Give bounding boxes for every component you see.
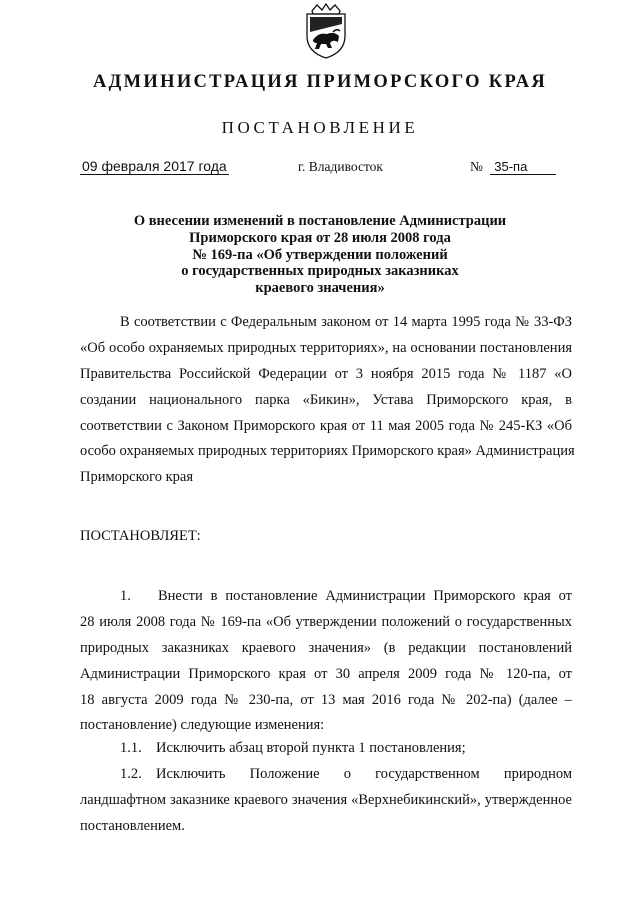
paragraph-line: особо охраняемых природных территориях Приморского края» Администрация — [80, 443, 575, 460]
paragraph-line: Приморского края — [80, 469, 194, 486]
title-line: № 169-па «Об утверждении положений — [192, 246, 448, 263]
paragraph-line: соответствии с Законом Приморского края от 11 мая 2005 года № 245-КЗ «Об — [80, 417, 572, 434]
paragraph-line: Исключить Положение о государственном природном — [156, 766, 572, 782]
document-title — [120, 213, 520, 297]
document-type: ПОСТАНОВЛЕНИЕ — [221, 118, 419, 137]
paragraph-line: Администрации Приморского края от 30 апреля 2009 года № 120-па, от — [80, 665, 572, 682]
item-1-1-paragraph — [80, 736, 572, 762]
title-line: О внесении изменений в постановление Администрации — [133, 213, 507, 229]
document-city: г. Владивосток — [298, 159, 383, 174]
paragraph-line: 28 июля 2008 года № 169-па «Об утверждении положений о государственных — [80, 613, 572, 630]
coat-of-arms-emblem — [303, 2, 349, 60]
paragraph-line: постановление) следующие изменения: — [80, 717, 325, 734]
organization-name: АДМИНИСТРАЦИЯ ПРИМОРСКОГО КРАЯ — [92, 72, 548, 92]
item-1-2-first-line — [80, 762, 572, 788]
intro-paragraph — [80, 310, 575, 491]
title-line: Приморского края от 28 июля 2008 года — [189, 229, 451, 246]
item-1-first-line — [80, 584, 572, 610]
title-line: о государственных природных заказниках — [181, 263, 459, 280]
paragraph-line: 18 августа 2009 года № 230-па, от 13 мая 2016 года № 202-па) (далее – — [80, 691, 572, 708]
item-1-2-paragraph — [80, 762, 572, 840]
item-1-number: 1. — [120, 588, 131, 604]
paragraph-line: создании национального парка «Бикин», Устава Приморского края, в — [80, 391, 572, 408]
document-number-label: № — [470, 159, 483, 174]
item-1-1-line — [80, 736, 572, 762]
paragraph-line: Внести в постановление Администрации Приморского края от — [158, 588, 572, 604]
paragraph-line: Правительства Российской Федерации от 3 ноября 2015 года № 1187 «О — [80, 365, 572, 382]
paragraph-line: В соответствии с Федеральным законом от 14 марта 1995 года № 33-ФЗ — [120, 314, 572, 330]
item-1-1-number: 1.1. — [120, 740, 142, 756]
resolves-heading: ПОСТАНОВЛЯЕТ: — [80, 528, 201, 544]
paragraph-line: «Об особо охраняемых природных территориях», на основании постановления — [80, 339, 572, 356]
item-1-1-text: Исключить абзац второй пункта 1 постановления; — [156, 740, 466, 756]
document-number — [470, 159, 556, 175]
item-1-2-number: 1.2. — [120, 766, 142, 782]
title-line: краевого значения» — [255, 280, 385, 297]
document-number-value: 35-па — [490, 159, 556, 175]
item-1-paragraph — [80, 584, 572, 739]
paragraph-line: природных заказниках краевого значения» (в редакции постановлений — [80, 639, 572, 656]
document-date-value: 09 февраля 2017 года — [82, 158, 227, 174]
document-date — [80, 158, 229, 174]
paragraph-line: постановлением. — [80, 817, 185, 834]
paragraph-line: ландшафтном заказнике краевого значения «Верхнебикинский», утвержденное — [80, 791, 572, 808]
